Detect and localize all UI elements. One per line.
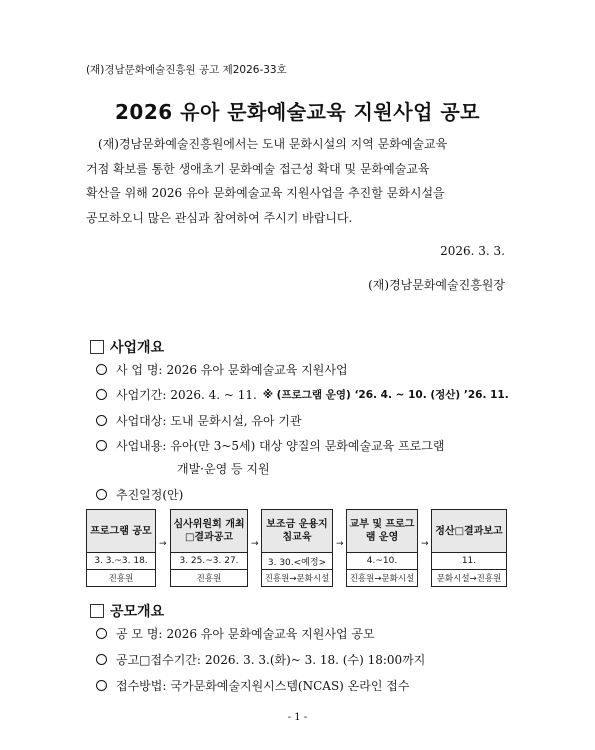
arrow-right-icon: → [421, 539, 429, 549]
schedule-step [261, 509, 333, 587]
notice-date: 2026. 3. 3. [440, 244, 505, 258]
step-date: 3. 25.~3. 27. [170, 553, 248, 570]
period-note: ※ (프로그램 운영) ‘26. 4. ~ 10. (정산) ’26. 11. [262, 389, 509, 401]
list-item: 추진일정(안) [96, 486, 187, 503]
list-item: 사 업 명: 2026 유아 문화예술교육 지원사업 [96, 361, 348, 378]
step-date: 4.~10. [346, 553, 418, 570]
list-item: 사업내용: 유아(만 3~5세) 대상 양질의 문화예술교육 프로그램 [96, 437, 444, 454]
list-item-continuation: 개발·운영 등 지원 [177, 462, 270, 476]
step-actor: 진흥원 [86, 570, 156, 587]
step-title: 교부 및 프로그램 운영 [346, 509, 418, 553]
step-date: 11. [431, 553, 507, 570]
signatory: (재)경남문화예술진흥원장 [368, 278, 505, 292]
section-heading-call [90, 601, 164, 621]
list-item: 사업기간: 2026. 4. ~ 11. ※ (프로그램 운영) ‘26. 4. ~ 10. (정산) ’26. 11. [96, 386, 509, 403]
list-item: 접수방법: 국가문화예술지원시스템(NCAS) 온라인 접수 [96, 677, 409, 694]
list-item: 사업대상: 도내 문화시설, 유아 기관 [96, 412, 302, 429]
section-heading-text: 공모개요 [110, 604, 165, 620]
circle-bullet-icon [96, 364, 107, 375]
arrow-right-icon: → [336, 539, 344, 549]
square-bullet-icon [90, 604, 104, 618]
circle-bullet-icon [96, 628, 107, 639]
intro-line: 확산을 위해 2026 유아 문화예술교육 지원사업을 추진할 문화시설을 [86, 186, 445, 200]
step-actor: 진흥원→문화시설 [261, 570, 333, 587]
intro-line: 공모하오니 많은 관심과 참여하여 주시기 바랍니다. [86, 210, 353, 225]
document-title: 2026 유아 문화예술교육 지원사업 공모 [115, 100, 480, 124]
square-bullet-icon [90, 340, 104, 354]
step-actor: 진흥원 [170, 570, 248, 587]
circle-bullet-icon [96, 415, 107, 426]
circle-bullet-icon [96, 389, 107, 400]
page-number: - 1 - [287, 712, 308, 723]
schedule-step [346, 509, 418, 587]
arrow-right-icon: → [159, 539, 167, 549]
step-title: 심사위원회 개최□결과공고 [170, 509, 248, 553]
notice-number: (재)경남문화예술진흥원 공고 제2026-33호 [86, 64, 287, 76]
intro-line: 거점 확보를 통한 생애초기 문화예술 접근성 확대 및 문화예술교육 [86, 161, 430, 176]
section-heading-overview [90, 337, 164, 357]
step-title: 보조금 운용지침교육 [261, 509, 333, 553]
schedule-step [170, 509, 248, 587]
step-title: 프로그램 공모 [86, 509, 156, 553]
list-item: 공고□접수기간: 2026. 3. 3.(화)~ 3. 18. (수) 18:00까지 [96, 651, 425, 668]
arrow-right-icon: → [251, 539, 259, 549]
intro-paragraph [86, 132, 511, 230]
circle-bullet-icon [96, 680, 107, 691]
schedule-step [86, 509, 156, 587]
section-heading-text: 사업개요 [110, 340, 165, 356]
circle-bullet-icon [96, 654, 107, 665]
intro-line: (재)경남문화예술진흥원에서는 도내 문화시설의 지역 문화예술교육 [98, 137, 448, 151]
step-date: 3. 3.~3. 18. [86, 553, 156, 570]
step-actor: 진흥원→문화시설 [346, 570, 418, 587]
step-actor: 문화시설→진흥원 [431, 570, 507, 587]
step-date: 3. 30.<예정> [261, 553, 333, 570]
circle-bullet-icon [96, 489, 107, 500]
circle-bullet-icon [96, 440, 107, 451]
step-title: 정산□결과보고 [431, 509, 507, 553]
schedule-step [431, 509, 507, 587]
list-item: 공 모 명: 2026 유아 문화예술교육 지원사업 공모 [96, 625, 375, 642]
schedule-diagram [86, 509, 509, 589]
